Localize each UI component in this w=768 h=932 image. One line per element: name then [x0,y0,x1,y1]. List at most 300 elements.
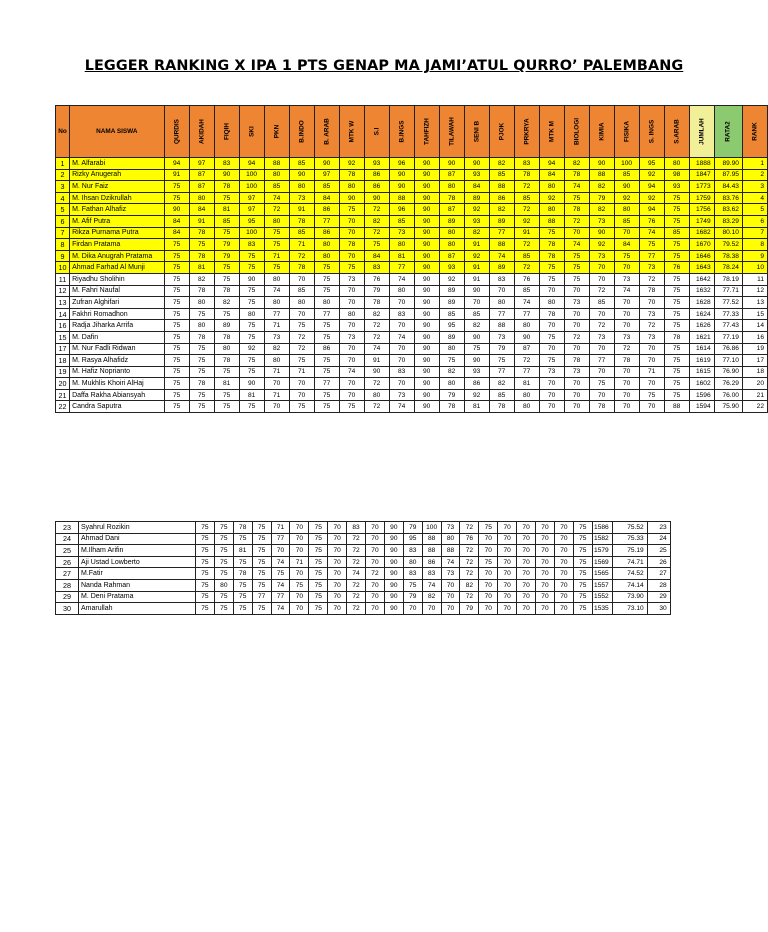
cell-jumlah: 1552 [592,591,612,603]
cell-score: 70 [614,366,639,378]
header-subject [614,106,639,158]
cell-no: 19 [56,366,70,378]
cell-score: 71 [289,366,314,378]
cell-student-name: Syahrul Rozikin [79,522,196,534]
cell-score: 90 [614,181,639,193]
cell-score: 75 [573,568,592,580]
cell-score: 90 [414,308,439,320]
cell-score: 91 [164,169,189,181]
cell-score: 90 [414,285,439,297]
cell-score: 94 [639,181,664,193]
cell-score: 81 [233,545,252,557]
cell-score: 70 [539,389,564,401]
cell-score: 90 [514,331,539,343]
cell-score: 79 [589,192,614,204]
cell-score: 84 [464,181,489,193]
cell-score: 72 [364,331,389,343]
cell-student-name: Aji Ustad Lowberto [79,556,196,568]
cell-score: 80 [514,389,539,401]
cell-score: 70 [328,568,347,580]
cell-score: 80 [514,320,539,332]
cell-score: 70 [564,378,589,390]
cell-score: 74 [389,401,414,413]
cell-student-name: M. Fathan Alhafiz [70,204,165,216]
cell-score: 72 [514,355,539,367]
cell-score: 70 [464,297,489,309]
cell-score: 100 [239,169,264,181]
header-subject-label: SENI B [473,120,481,143]
cell-score: 70 [539,320,564,332]
header-subject-label: MTK W [348,120,356,143]
header-subject [214,106,239,158]
cell-score: 70 [554,556,573,568]
cell-rata: 75.90 [714,401,742,413]
cell-score: 92 [614,192,639,204]
table-row [56,355,768,367]
cell-rata: 83.29 [714,215,742,227]
cell-no: 18 [56,355,70,367]
cell-rata: 73.10 [612,603,647,615]
cell-score: 87 [514,343,539,355]
cell-score: 77 [514,308,539,320]
cell-score: 70 [389,297,414,309]
cell-score: 78 [214,355,239,367]
table-row [56,545,671,557]
cell-score: 74 [564,181,589,193]
cell-score: 83 [239,239,264,251]
cell-score: 77 [271,591,290,603]
cell-student-name: M. Fahri Naufal [70,285,165,297]
cell-score: 74 [514,297,539,309]
table-row [56,568,671,580]
cell-rank: 4 [742,192,767,204]
cell-score: 72 [564,215,589,227]
cell-score: 75 [214,533,233,545]
cell-score: 80 [239,308,264,320]
cell-jumlah: 1628 [689,297,714,309]
cell-score: 75 [573,556,592,568]
cell-score: 70 [564,320,589,332]
cell-score: 81 [239,389,264,401]
cell-rank: 26 [647,556,670,568]
cell-score: 75 [289,320,314,332]
table-row [56,227,768,239]
header-no: No [56,106,70,158]
cell-score: 75 [189,239,214,251]
cell-score: 88 [489,181,514,193]
cell-score: 73 [589,215,614,227]
cell-score: 75 [214,262,239,274]
cell-rank: 16 [742,331,767,343]
cell-score: 80 [403,556,422,568]
header-subject [264,106,289,158]
cell-score: 75 [252,568,271,580]
cell-score: 75 [239,401,264,413]
cell-student-name: M. Nur Faiz [70,181,165,193]
cell-score: 73 [339,273,364,285]
cell-score: 70 [517,533,536,545]
cell-rank: 24 [647,533,670,545]
cell-score: 75 [314,262,339,274]
cell-rank: 3 [742,181,767,193]
cell-score: 80 [264,297,289,309]
cell-score: 87 [439,169,464,181]
header-rank [742,106,767,158]
cell-score: 75 [196,568,215,580]
cell-score: 75 [664,366,689,378]
cell-score: 90 [389,169,414,181]
cell-score: 75 [239,285,264,297]
cell-score: 90 [414,215,439,227]
cell-score: 79 [489,343,514,355]
cell-score: 76 [460,533,479,545]
cell-score: 74 [389,331,414,343]
cell-score: 92 [464,204,489,216]
cell-score: 93 [464,366,489,378]
cell-score: 70 [564,285,589,297]
header-subject-label: FIQIH [223,122,231,141]
cell-jumlah: 1759 [689,192,714,204]
cell-score: 89 [439,331,464,343]
header-subject-label: B.INDO [298,120,306,143]
cell-score: 90 [414,355,439,367]
cell-score: 75 [573,591,592,603]
cell-jumlah: 1579 [592,545,612,557]
cell-score: 70 [479,568,498,580]
cell-no: 28 [56,579,79,591]
header-subject [239,106,264,158]
cell-no: 15 [56,331,70,343]
cell-student-name: Rizky Anugerah [70,169,165,181]
cell-score: 89 [464,192,489,204]
cell-score: 70 [536,545,555,557]
cell-score: 97 [239,204,264,216]
cell-score: 75 [196,591,215,603]
cell-score: 77 [589,355,614,367]
cell-score: 72 [364,320,389,332]
cell-score: 70 [517,522,536,534]
cell-score: 70 [614,297,639,309]
header-subject-label: MTK M [548,121,556,142]
cell-score: 81 [214,378,239,390]
cell-rata: 77.52 [714,297,742,309]
cell-score: 75 [339,204,364,216]
header-subject [189,106,214,158]
header-subject [539,106,564,158]
cell-score: 78 [639,285,664,297]
cell-no: 5 [56,204,70,216]
cell-no: 20 [56,378,70,390]
header-subject [514,106,539,158]
cell-score: 76 [364,273,389,285]
cell-score: 70 [289,378,314,390]
cell-score: 75 [239,250,264,262]
cell-score: 79 [403,522,422,534]
cell-score: 78 [233,568,252,580]
cell-score: 75 [189,366,214,378]
cell-score: 75 [164,262,189,274]
cell-score: 70 [517,568,536,580]
cell-score: 70 [366,591,385,603]
cell-score: 75 [664,215,689,227]
cell-score: 90 [384,603,403,615]
cell-score: 78 [564,355,589,367]
cell-score: 81 [189,262,214,274]
cell-student-name: M. Dika Anugrah Pratama [70,250,165,262]
cell-score: 75 [664,297,689,309]
cell-score: 70 [554,579,573,591]
cell-score: 70 [517,545,536,557]
cell-score: 92 [464,389,489,401]
header-nama-siswa: NAMA SISWA [70,106,165,158]
cell-rank: 23 [647,522,670,534]
cell-score: 85 [389,215,414,227]
table-row [56,331,768,343]
cell-score: 72 [347,579,366,591]
cell-score: 70 [290,545,309,557]
cell-score: 83 [389,308,414,320]
cell-score: 75 [539,227,564,239]
cell-score: 70 [479,545,498,557]
cell-score: 85 [289,158,314,170]
cell-score: 85 [664,227,689,239]
cell-score: 70 [290,591,309,603]
cell-score: 72 [514,239,539,251]
cell-score: 80 [339,308,364,320]
cell-student-name: Candra Saputra [70,401,165,413]
cell-score: 80 [189,297,214,309]
cell-score: 90 [164,204,189,216]
cell-score: 72 [289,331,314,343]
cell-score: 70 [554,545,573,557]
cell-score: 75 [339,401,364,413]
cell-score: 92 [464,250,489,262]
header-subject [664,106,689,158]
cell-rank: 29 [647,591,670,603]
cell-score: 78 [614,355,639,367]
cell-score: 75 [639,389,664,401]
cell-jumlah: 1594 [689,401,714,413]
header-subject-label: PKN [273,124,281,139]
cell-score: 70 [389,320,414,332]
cell-score: 96 [389,158,414,170]
cell-score: 70 [328,591,347,603]
cell-score: 88 [539,215,564,227]
cell-score: 91 [464,262,489,274]
cell-student-name: Ahmad Dani [79,533,196,545]
cell-score: 73 [289,192,314,204]
cell-score: 75 [564,262,589,274]
cell-score: 70 [589,343,614,355]
cell-score: 75 [309,556,328,568]
cell-score: 75 [403,579,422,591]
cell-score: 90 [414,158,439,170]
cell-score: 70 [614,262,639,274]
cell-score: 75 [664,192,689,204]
cell-score: 90 [414,204,439,216]
cell-score: 75 [290,579,309,591]
cell-rata: 77.71 [714,285,742,297]
cell-score: 73 [564,366,589,378]
cell-score: 90 [384,591,403,603]
header-jumlah-label: JUMLAH [698,118,706,145]
cell-score: 91 [189,215,214,227]
cell-score: 72 [347,556,366,568]
cell-student-name: M.Ilham Arifin [79,545,196,557]
cell-score: 75 [164,273,189,285]
cell-score: 82 [460,579,479,591]
cell-score: 70 [639,297,664,309]
cell-score: 78 [439,401,464,413]
cell-score: 78 [539,239,564,251]
cell-score: 74 [264,285,289,297]
cell-score: 84 [314,192,339,204]
cell-score: 73 [389,227,414,239]
cell-score: 75 [309,591,328,603]
cell-rank: 27 [647,568,670,580]
cell-no: 29 [56,591,79,603]
cell-score: 90 [414,343,439,355]
cell-score: 89 [439,215,464,227]
cell-score: 75 [189,401,214,413]
cell-score: 85 [214,215,239,227]
cell-score: 80 [314,297,339,309]
table-row [56,158,768,170]
cell-rank: 22 [742,401,767,413]
cell-score: 80 [439,239,464,251]
cell-rata: 84.43 [714,181,742,193]
cell-score: 72 [364,204,389,216]
cell-score: 83 [214,158,239,170]
cell-score: 70 [517,579,536,591]
cell-score: 72 [614,343,639,355]
cell-score: 75 [214,568,233,580]
cell-score: 90 [414,192,439,204]
cell-score: 89 [214,320,239,332]
cell-score: 70 [564,308,589,320]
cell-score: 80 [214,579,233,591]
cell-student-name: M. Dafin [70,331,165,343]
cell-rank: 6 [742,215,767,227]
header-subject-label: PJOK [498,122,506,141]
cell-no: 7 [56,227,70,239]
cell-score: 75 [252,556,271,568]
cell-no: 30 [56,603,79,615]
cell-rank: 9 [742,250,767,262]
cell-score: 80 [264,215,289,227]
cell-score: 77 [252,591,271,603]
cell-score: 75 [539,355,564,367]
cell-score: 90 [384,533,403,545]
cell-score: 70 [366,533,385,545]
cell-score: 93 [664,181,689,193]
cell-score: 70 [614,227,639,239]
cell-score: 90 [289,169,314,181]
cell-score: 82 [464,320,489,332]
cell-score: 82 [214,297,239,309]
cell-score: 91 [464,239,489,251]
header-subject-label: AKIDAH [198,119,206,144]
cell-score: 73 [639,262,664,274]
header-rata [714,106,742,158]
cell-score: 74 [264,192,289,204]
cell-score: 80 [289,297,314,309]
cell-score: 91 [364,355,389,367]
cell-rank: 25 [647,545,670,557]
table-row [56,343,768,355]
cell-score: 70 [339,378,364,390]
header-subject [364,106,389,158]
cell-score: 71 [264,366,289,378]
cell-score: 91 [514,227,539,239]
cell-rank: 15 [742,308,767,320]
cell-no: 3 [56,181,70,193]
cell-rata: 76.29 [714,378,742,390]
cell-score: 79 [214,250,239,262]
cell-score: 70 [589,273,614,285]
cell-score: 75 [189,355,214,367]
cell-rata: 77.43 [714,320,742,332]
cell-rata: 74.52 [612,568,647,580]
cell-score: 72 [366,568,385,580]
cell-score: 75 [614,250,639,262]
cell-score: 73 [639,331,664,343]
cell-score: 75 [214,522,233,534]
cell-score: 75 [164,355,189,367]
cell-score: 75 [289,401,314,413]
cell-score: 75 [589,378,614,390]
cell-rata: 76.90 [714,366,742,378]
cell-score: 70 [564,389,589,401]
cell-score: 70 [536,556,555,568]
page-title: LEGGER RANKING X IPA 1 PTS GENAP MA JAMI’ATUL QURRO’ PALEMBANG [84,58,684,74]
table-row [56,389,768,401]
cell-score: 70 [614,389,639,401]
cell-score: 90 [414,250,439,262]
cell-score: 75 [264,239,289,251]
cell-score: 95 [403,533,422,545]
cell-score: 78 [489,401,514,413]
cell-score: 70 [517,591,536,603]
cell-score: 90 [414,389,439,401]
cell-student-name: Rikza Purnama Putra [70,227,165,239]
table-row [56,297,768,309]
cell-score: 90 [414,262,439,274]
cell-score: 75 [314,355,339,367]
cell-score: 73 [639,308,664,320]
cell-score: 90 [414,401,439,413]
cell-score: 90 [464,285,489,297]
cell-score: 72 [639,320,664,332]
cell-rank: 18 [742,366,767,378]
cell-score: 77 [389,262,414,274]
cell-student-name: Radja Jiharka Arrifa [70,320,165,332]
cell-score: 75 [164,320,189,332]
cell-score: 72 [460,556,479,568]
cell-score: 77 [514,366,539,378]
cell-score: 77 [314,308,339,320]
table-row [56,250,768,262]
cell-rank: 8 [742,239,767,251]
cell-score: 70 [290,533,309,545]
cell-score: 75 [214,389,239,401]
cell-score: 78 [189,331,214,343]
cell-score: 75 [164,297,189,309]
cell-score: 70 [564,401,589,413]
cell-score: 70 [589,389,614,401]
cell-score: 87 [189,169,214,181]
cell-jumlah: 1624 [689,308,714,320]
